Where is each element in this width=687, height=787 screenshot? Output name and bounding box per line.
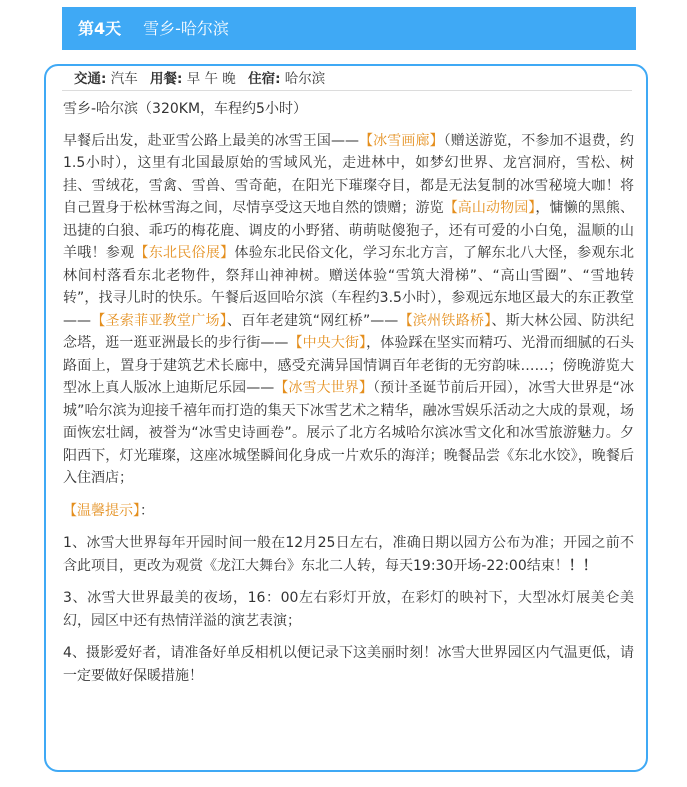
day-number: 第4天 xyxy=(78,19,122,38)
route-line: 雪乡-哈尔滨（320KM，车程约5小时） xyxy=(63,101,307,117)
attraction-st-sophia-square: 【圣索菲亚教堂广场】 xyxy=(91,312,228,329)
attraction-ice-snow-gallery: 【冰雪画廊】 xyxy=(358,132,444,149)
day-description xyxy=(63,130,634,490)
tip-item xyxy=(63,532,634,577)
stay-label: 住宿: xyxy=(248,71,281,87)
tip-item: 4、摄影爱好者，请准备好单反相机以便记录下这美丽时刻！冰雪大世界园区内气温更低，请一定要做好保暖措施！ xyxy=(63,645,634,684)
tip-1-text: 1、冰雪大世界每年开园时间一般在12月25日左右，准确日期以园方公布为准；开园之前不含此项目，更改为观赏《龙江大舞台》东北二人转，每天19:30开场-22:00结束！ xyxy=(63,535,634,574)
tips-title-suffix: ： xyxy=(140,502,154,519)
desc-text-5: 、百年老建筑“网红桥”—— xyxy=(227,312,399,329)
meals-label: 用餐: xyxy=(150,71,183,87)
desc-text-6: 、斯大林公园、防洪纪念塔，逛一逛亚洲最长的步行街—— xyxy=(63,312,635,351)
day-header xyxy=(62,7,636,50)
desc-text-3: ，慵懒的黑熊、迅捷的白狼、乖巧的梅花鹿、调皮的小野猪、萌萌哒傻狍子，还有可爱的小白兔，温顺的山羊哦！参观 xyxy=(63,200,635,261)
attraction-alpine-zoo: 【高山动物园】 xyxy=(443,200,536,216)
attraction-binzhou-bridge: 【滨州铁路桥】 xyxy=(398,312,492,329)
desc-text-8: （预计圣诞节前后开园），冰雪大世界是“冰城”哈尔滨为迎接千禧年而打造的集天下冰雪艺术之精华，融冰雪娱乐活动之大成的景观，场面恢宏壮阔，被誉为“冰雪史诗画卷”。展示了北方名城哈尔滨冰雪文化和冰雪旅游魅力。夕阳西下，灯光璀璨，这座冰城堡瞬间化身成一片欢乐的海洋；晚餐品尝《东北水饺》，晚餐后入住酒店； xyxy=(63,380,634,486)
attraction-ice-snow-world: 【冰雪大世界】 xyxy=(274,380,373,396)
desc-text-7: ，体验踩在坚实而精巧、光滑而细腻的石头路面上，置身于建筑艺术长廊中，感受充满异国情调百年老街的无穷韵味……；傍晚游览大型冰上真人版冰上迪斯尼乐园—— xyxy=(63,335,635,396)
desc-text-2: （赠送游览，不参加不退费，约1.5小时），这里有北国最原始的雪域风光，走进林中，如梦幻世界、龙宫洞府，雪松、树挂、雪绒花，雪禽、雪兽、雪奇葩，在阳光下璀璨夺目，都是无法复制的冰雪秘境大咖！将自己置身于松林雪海之间，尽情享受这天地自然的馈赠；游览 xyxy=(63,132,635,216)
stay-value: 哈尔滨 xyxy=(284,71,326,87)
tip-1-emphasis: ！！ xyxy=(568,557,597,574)
itinerary-content xyxy=(63,98,634,697)
tip-item: 3、冰雪大世界最美的夜场，16：00左右彩灯开放，在彩灯的映衬下，大型冰灯展美仑美幻，园区中还有热情洋溢的演艺表演； xyxy=(63,590,634,629)
meals-value: 早 午 晚 xyxy=(186,71,236,87)
attraction-central-street: 【中央大街】 xyxy=(288,335,367,351)
tips-heading xyxy=(63,500,634,523)
desc-text-1: 早餐后出发，赴亚雪公路上最美的冰雪王国—— xyxy=(63,132,359,149)
tips-title: 【温馨提示】 xyxy=(63,502,140,519)
transport-label: 交通: xyxy=(74,71,107,87)
day-meta xyxy=(62,69,632,91)
desc-text-4: 体验东北民俗文化，学习东北方言，了解东北八大怪，参观东北林间村落看东北老物件，祭拜山神神树。赠送体验“雪筑大滑梯”、“高山雪圈”、“雪地转转”，找寻儿时的快乐。午餐后返回哈尔滨（车程约3.5小时），参观远东地区最大的东正教堂—— xyxy=(63,245,635,329)
day-title: 雪乡-哈尔滨 xyxy=(143,19,229,38)
transport-value: 汽车 xyxy=(110,71,138,87)
attraction-folk-exhibit: 【东北民俗展】 xyxy=(134,245,235,261)
